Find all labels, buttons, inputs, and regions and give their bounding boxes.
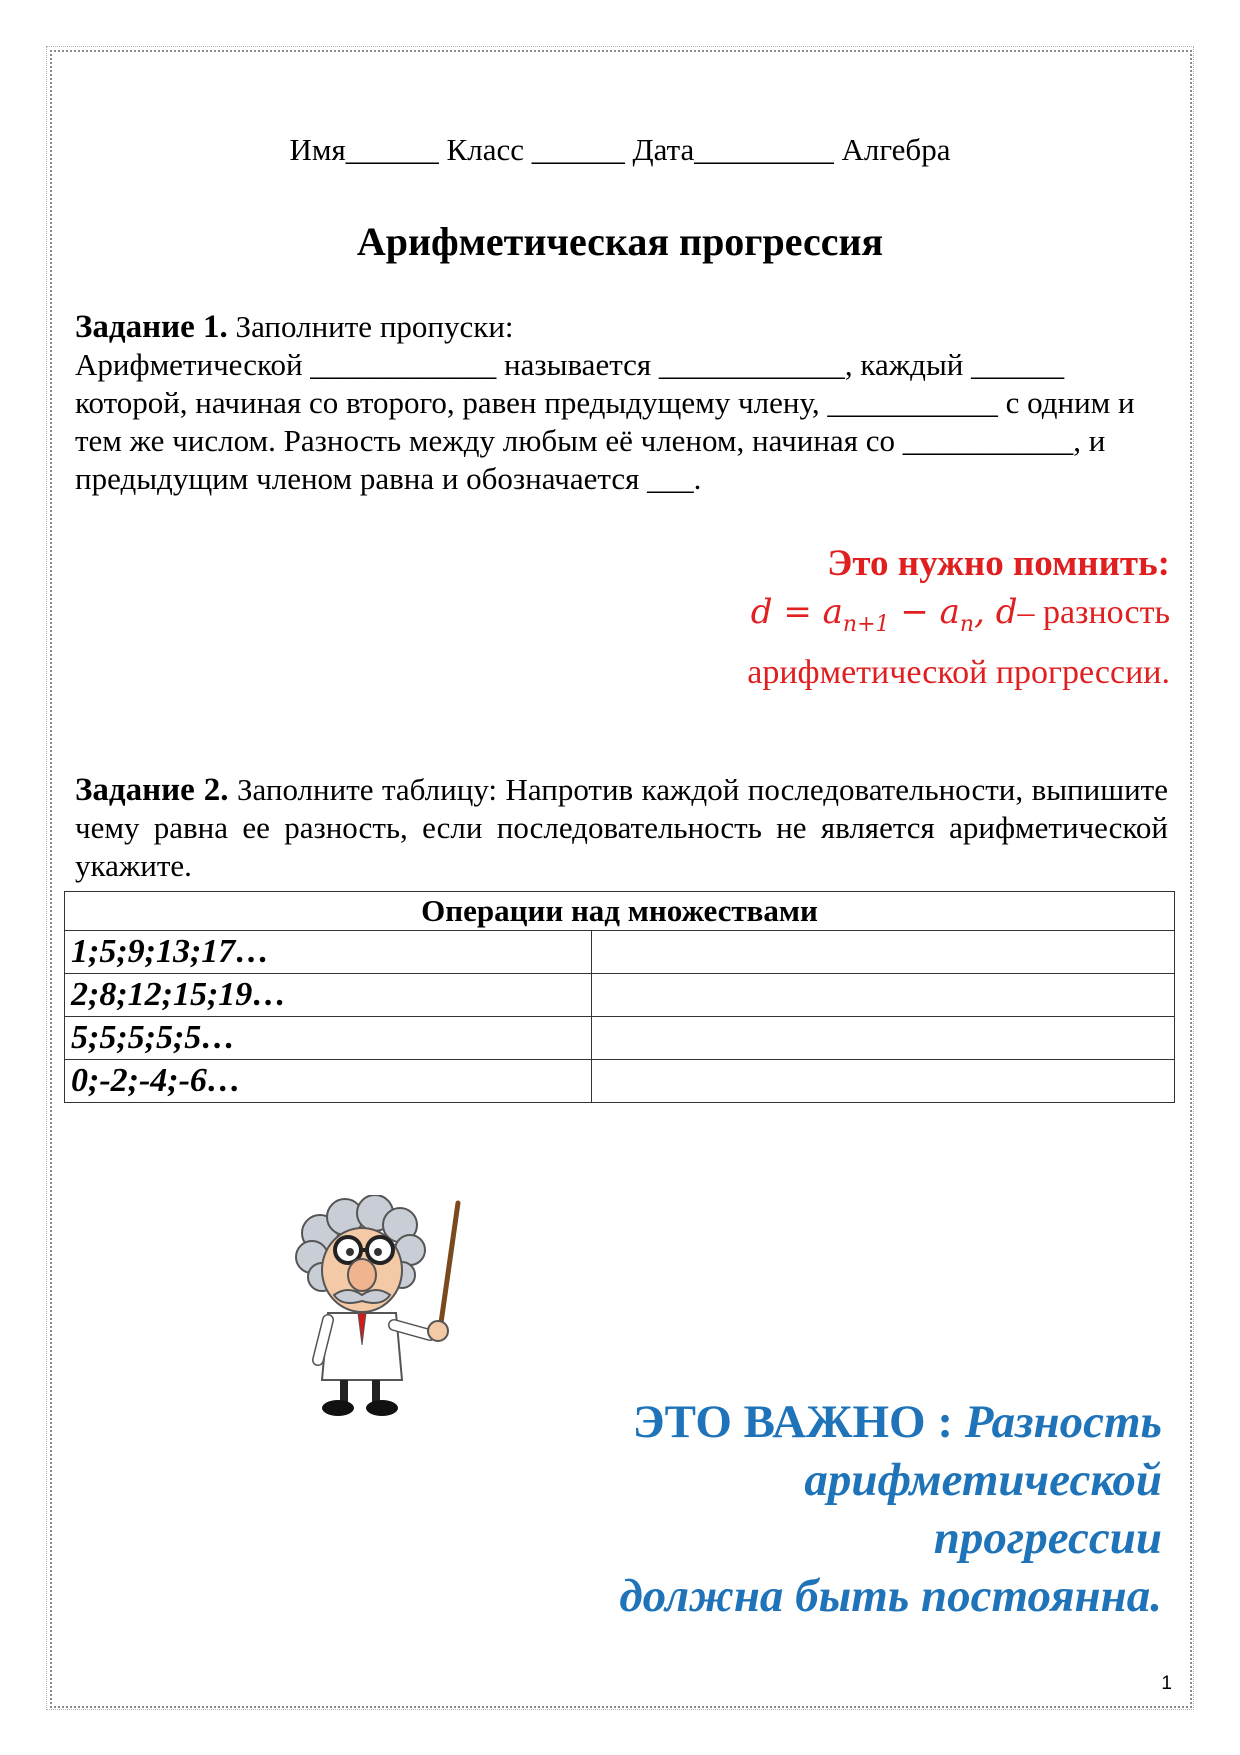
remember-box: [470, 540, 1170, 697]
page-number: 1: [1161, 1673, 1172, 1694]
table-row: [65, 1017, 1175, 1060]
table-header: Операции над множествами: [65, 892, 1175, 931]
formula-equals: =: [772, 592, 823, 632]
task-1: [75, 308, 1170, 498]
table-row: [65, 1060, 1175, 1103]
formula-a2: a: [939, 592, 960, 632]
answer-cell[interactable]: [592, 974, 1175, 1017]
important-line1: Разность: [964, 1396, 1162, 1448]
page-title: Арифметическая прогрессия: [356, 219, 884, 264]
task-1-instruction: Заполните пропуски:: [227, 309, 514, 344]
sequence-table: [64, 891, 1175, 1103]
sequence-cell: 2;8;12;15;19…: [65, 974, 592, 1017]
formula-d: d: [750, 592, 773, 632]
task-2: [75, 771, 1168, 885]
table-header-row: [65, 892, 1175, 931]
task-1-text: Арифметической ____________ называется ____________, каждый ______ которой, начиная со второго, равен предыдущему члену, ___________ с одним и тем же числом. Разность между любым её членом, начиная со ___________, и предыдущим членом равна и обозначается ___.: [75, 347, 1135, 496]
important-note: [542, 1393, 1162, 1625]
task-2-label: Задание 2.: [75, 772, 229, 808]
answer-cell[interactable]: [592, 1060, 1175, 1103]
sequence-cell: 0;-2;-4;-6…: [65, 1060, 592, 1103]
formula-sub1: n+1: [842, 611, 890, 637]
important-label: ЭТО ВАЖНО :: [632, 1396, 965, 1448]
answer-cell[interactable]: [592, 931, 1175, 974]
table-row: [65, 931, 1175, 974]
sequence-cell: 1;5;9;13;17…: [65, 931, 592, 974]
important-line4: должна быть постоянна.: [619, 1570, 1162, 1622]
task-2-text: Заполните таблицу: Напротив каждой последовательности, выпишите чему равна ее разность, если последовательность не является арифметической укажите.: [75, 772, 1168, 883]
pointer-stick: [440, 1203, 458, 1330]
professor-illustration: [290, 1195, 520, 1420]
table-row: [65, 974, 1175, 1017]
important-line3: прогрессии: [933, 1512, 1162, 1564]
important-line2: арифметической: [804, 1454, 1162, 1506]
formula-tail-var: , d: [974, 592, 1018, 632]
formula-a1: a: [822, 592, 843, 632]
formula-minus: −: [889, 592, 940, 632]
task-1-label: Задание 1.: [75, 309, 228, 345]
remember-line2: арифметической прогрессии.: [747, 653, 1170, 691]
formula-tail: – разность: [1017, 594, 1170, 631]
formula-sub2: n: [959, 611, 975, 637]
remember-title: Это нужно помнить:: [827, 543, 1170, 584]
answer-cell[interactable]: [592, 1017, 1175, 1060]
sequence-cell: 5;5;5;5;5…: [65, 1017, 592, 1060]
remember-formula: [470, 588, 1170, 649]
student-info-line: Имя______ Класс ______ Дата_________ Алгебра: [289, 132, 951, 167]
